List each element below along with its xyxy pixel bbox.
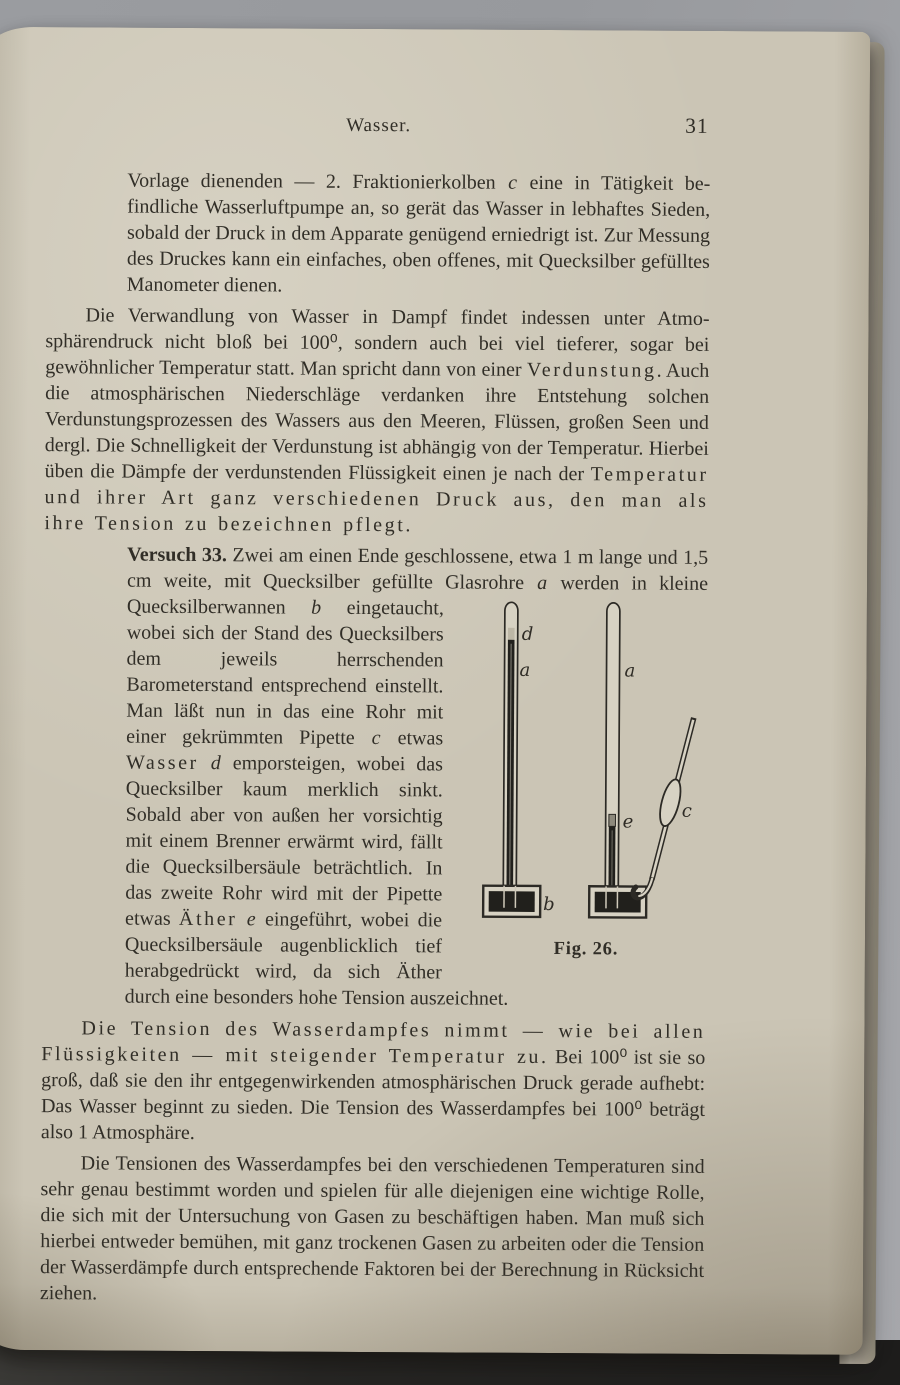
- label-a-left: a: [519, 659, 531, 681]
- paragraph-verdunstung: [44, 302, 709, 540]
- versuch-lead: Versuch 33.: [127, 543, 228, 567]
- symbol-b: b: [311, 596, 322, 619]
- page-number: 31: [685, 113, 709, 138]
- text-segment: Vorlage dienenden — 2. Fraktionierkolben: [127, 169, 508, 194]
- symbol-e: e: [246, 908, 256, 931]
- paragraph-versuch-33: [125, 542, 709, 1013]
- symbol-d: d: [210, 752, 221, 775]
- text-segment: Die Verwandlung von Wasser in Dampf findet indessen unter Atmosphärendruck nicht bloß bei 100⁰, sondern auch bei viel tieferer, sogar bei gewöhnlicher Temperatur statt. Man spricht dann von einer: [45, 304, 710, 381]
- running-title: Wasser.: [346, 114, 412, 137]
- label-b: b: [543, 893, 555, 916]
- figure-26-illustration: [454, 597, 708, 930]
- emphasized-verdunstung: Verdunstung: [526, 358, 657, 382]
- text-segment: . Auch die atmosphärischen Niederschläge verdanken ihre Entstehung solchen Verdunstungsprozessen des Wassers aus den Meeren, Flüssen, großen Seen und dergl. Die Schnelligkeit der Verdunstung ist abhängig von der Temperatur. Hierbei üben die Dämpfe der verdunstenden Flüssigkeit einen je nach der: [44, 359, 710, 486]
- figure-caption: Fig. 26.: [553, 939, 619, 960]
- right-tube-assembly: [589, 603, 648, 918]
- paragraph-tensionen: [40, 1150, 705, 1310]
- left-tube-assembly: [483, 602, 542, 917]
- emphasized-aether: Äther: [178, 907, 238, 931]
- text-segment: werden in kleine Quecksilberwannen: [126, 572, 709, 619]
- figure-26: [454, 597, 708, 960]
- text-segment: emporsteigen, wobei das Quecksilber kaum merklich sinkt. Sobald aber von außen her vorsichtig mit einem Brenner erwärmt wird, fällt die Quecksilbersäule beträchtlich. In das zweite Rohr wird mit der Pipette etwas: [125, 752, 444, 930]
- ether-layer: [609, 814, 616, 826]
- label-c: c: [681, 800, 692, 822]
- paragraph-fraktionierkolben: [127, 168, 711, 301]
- text-segment: eingeführt, wobei die Quecksilbersäule augenblicklich tief herabgedrückt wird, da sich Äther durch eine besonders hohe Tension auszeichnet.: [124, 908, 509, 1010]
- page-content: [40, 111, 711, 1315]
- text-segment: eingetaucht, wobei sich der Stand des Quecksilbers dem jeweils herrschenden Barometerstand entsprechend einstellt. Man läßt nun in das eine Rohr mit einer gekrümmten Pipette: [126, 596, 444, 749]
- water-layer: [508, 628, 515, 641]
- text-segment: Zwei am einen Ende geschlossene, etwa 1 m lange und 1,5 cm weite, mit Quecksilber gefüllte Glasrohre: [126, 544, 709, 594]
- symbol-c: c: [371, 727, 381, 750]
- label-d: d: [521, 623, 534, 645]
- symbol-c: c: [508, 171, 518, 194]
- label-a-right: a: [624, 660, 636, 682]
- emphasized-wasser: Wasser: [125, 751, 199, 775]
- symbol-a: a: [537, 571, 548, 595]
- paragraph-tension: [41, 1015, 706, 1149]
- text-segment: Bei 100⁰ ist sie so groß, daß sie den ihr entgegenwirkenden atmosphärischen Druck gerade aufhebt: Das Wasser beginnt zu sieden. Die Tension des Wasserdampfes bei 100⁰ beträgt also 1 Atmosphäre.: [40, 1046, 706, 1144]
- pipette-bulb: [656, 777, 685, 828]
- running-head: [47, 111, 711, 141]
- book-page: [0, 27, 870, 1355]
- text-segment: etwas: [381, 727, 444, 750]
- text-segment: eine in Tätigkeit befindliche Wasserluftpumpe an, so gerät das Wasser in lebhaftes Sieden, sobald der Druck in dem Apparate genügend erniedrigt ist. Zur Messung des Druckes kann ein einfaches, oben offenes, mit Quecksilber gefülltes Manometer dienen.: [126, 171, 711, 297]
- label-e: e: [622, 811, 634, 833]
- emphasized-tension-lead: Die Tension des Wasserdampfes nimmt — wie bei allen Flüssigkeiten — mit steigender Temperatur zu.: [41, 1017, 706, 1069]
- text-segment: Die Tensionen des Wasserdampfes bei den verschiedenen Temperaturen sind sehr genau bestimmt worden und spielen für alle diejenigen eine wichtige Rolle, die sich mit der Untersuchung von Gasen zu beschäftigen haben. Man muß sich hierbei entweder bemühen, mit ganz trockenen Gasen zu arbeiten oder die Tension der Wasserdämpfe durch entsprechende Faktoren bei der Berechnung in Rücksicht ziehen.: [39, 1152, 705, 1305]
- emphasized-tension-clause: Temperatur und ihrer Art ganz verschiedenen Druck aus, den man als ihre Tension zu bezeichnen pflegt.: [44, 463, 709, 537]
